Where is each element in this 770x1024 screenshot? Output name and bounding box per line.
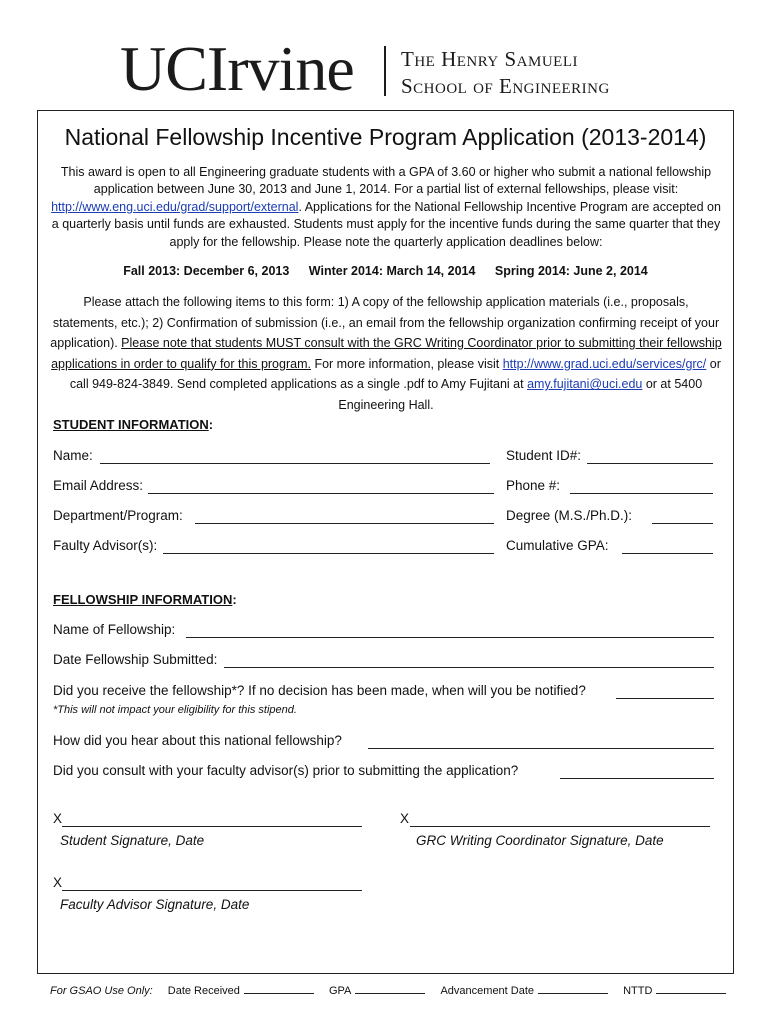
heard-question: How did you hear about this national fellowship? [53,733,342,748]
footer-nttd-label: NTTD [623,985,653,997]
deadline-winter: Winter 2014: March 14, 2014 [308,264,476,278]
student-section-title-text: STUDENT INFORMATION [53,417,209,432]
heard-field[interactable] [368,748,714,749]
footer-advancement-date-label: Advancement Date [440,985,535,997]
phone-field[interactable] [570,493,713,494]
footer-date-received [168,983,314,997]
student-section-title [53,417,213,432]
fellowship-section-title-text: FELLOWSHIP INFORMATION [53,592,233,607]
advisor-field[interactable] [163,553,494,554]
fellowship-name-field[interactable] [186,637,714,638]
degree-label: Degree (M.S./Ph.D.): [506,508,633,523]
student-id-label: Student ID#: [506,448,582,463]
fellowship-name-label: Name of Fellowship: [53,622,176,637]
student-signature-x: X [53,811,63,826]
received-field[interactable] [616,698,714,699]
fellowship-section-colon: : [232,592,237,607]
footer-gpa [329,983,425,997]
school-name-line2: School of Engineering [401,74,610,98]
external-fellowships-link[interactable]: http://www.eng.uci.edu/grad/support/external [51,199,299,214]
date-submitted-label: Date Fellowship Submitted: [53,652,218,667]
consult-question: Did you consult with your faculty advisor(s) prior to submitting the application? [53,763,519,778]
attach-text-c: or call 949-824-3849. Send completed applications as a single .pdf to Amy Fujitani at [69,356,721,392]
email-label: Email Address: [53,478,144,493]
deadlines [38,264,733,278]
school-name-line1: The Henry Samueli [401,47,578,71]
grc-signature-label: GRC Writing Coordinator Signature, Date [416,833,664,848]
letterhead [0,0,770,110]
student-id-field[interactable] [587,463,713,464]
deadline-fall: Fall 2013: December 6, 2013 [123,264,290,278]
advisor-signature-label: Faculty Advisor Signature, Date [60,897,250,912]
footer-date-received-label: Date Received [167,985,240,997]
department-label: Department/Program: [53,508,183,523]
date-submitted-field[interactable] [224,667,714,668]
attach-text-d: or at 5400 Engineering Hall. [338,377,703,412]
phone-label: Phone #: [506,478,561,493]
email-field[interactable] [148,493,494,494]
footer-advancement-date-field[interactable] [538,983,608,994]
footer-gpa-label: GPA [328,985,352,997]
advisor-signature-x: X [53,875,63,890]
gpa-label: Cumulative GPA: [506,538,609,553]
advisor-label: Faulty Advisor(s): [53,538,158,553]
department-field[interactable] [195,523,494,524]
grc-link[interactable]: http://www.grad.uci.edu/services/grc/ [502,356,707,371]
deadline-spring: Spring 2014: June 2, 2014 [494,264,648,278]
footer-date-received-field[interactable] [244,983,314,994]
intro-paragraph [50,164,722,251]
degree-field[interactable] [652,523,713,524]
name-label: Name: [53,448,93,463]
attach-text-b: For more information, please visit [310,356,503,371]
grc-signature-x: X [400,811,410,826]
consult-field[interactable] [560,778,714,779]
intro-text-a: This award is open to all Engineering graduate students with a GPA of 3.60 or higher who submit a national fellowship application between June 30, 2013 and June 1, 2014. For a partial list of external fellowships, please visit: [60,165,712,197]
gsao-footer [50,983,726,997]
gpa-field[interactable] [622,553,713,554]
grc-signature-line[interactable] [410,826,710,827]
email-link[interactable]: amy.fujitani@uci.edu [527,377,643,392]
logo-divider [384,46,386,96]
eligibility-note: *This will not impact your eligibility for this stipend. [53,704,297,716]
attach-text-a: Please attach the following items to this form: 1) A copy of the fellowship application materials (i.e., proposals, statements, etc.); 2) Confirmation of submission (i.e., an email from the fellowship organization confirming receipt of your application). [50,295,720,351]
gsao-label: For GSAO Use Only: [50,985,153,997]
intro-text-b: . Applications for the National Fellowship Incentive Program are accepted on a quarterly basis until funds are exhausted. Students must apply for the incentive funds during the same quarter that they apply for the fellowship. Please note the quarterly application deadlines below: [51,199,721,249]
student-signature-line[interactable] [62,826,362,827]
attachments-paragraph [50,292,722,416]
footer-nttd [623,983,726,997]
fellowship-section-title [53,592,237,607]
footer-nttd-field[interactable] [656,983,726,994]
page-title: National Fellowship Incentive Program Application (2013-2014) [64,124,707,150]
uc-irvine-logo: UCIrvine [120,33,354,104]
name-field[interactable] [100,463,490,464]
student-signature-label: Student Signature, Date [60,833,205,848]
footer-advancement-date [440,983,608,997]
received-question: Did you receive the fellowship*? If no decision has been made, when will you be notified? [53,683,586,698]
student-section-colon: : [208,417,214,432]
grc-consult-notice: Please note that students MUST consult with the GRC Writing Coordinator prior to submitting their fellowship applications in order to qualify for this program. [51,336,722,371]
form-frame [37,110,734,974]
advisor-signature-line[interactable] [62,890,362,891]
footer-gpa-field[interactable] [355,983,425,994]
school-name [401,46,610,100]
